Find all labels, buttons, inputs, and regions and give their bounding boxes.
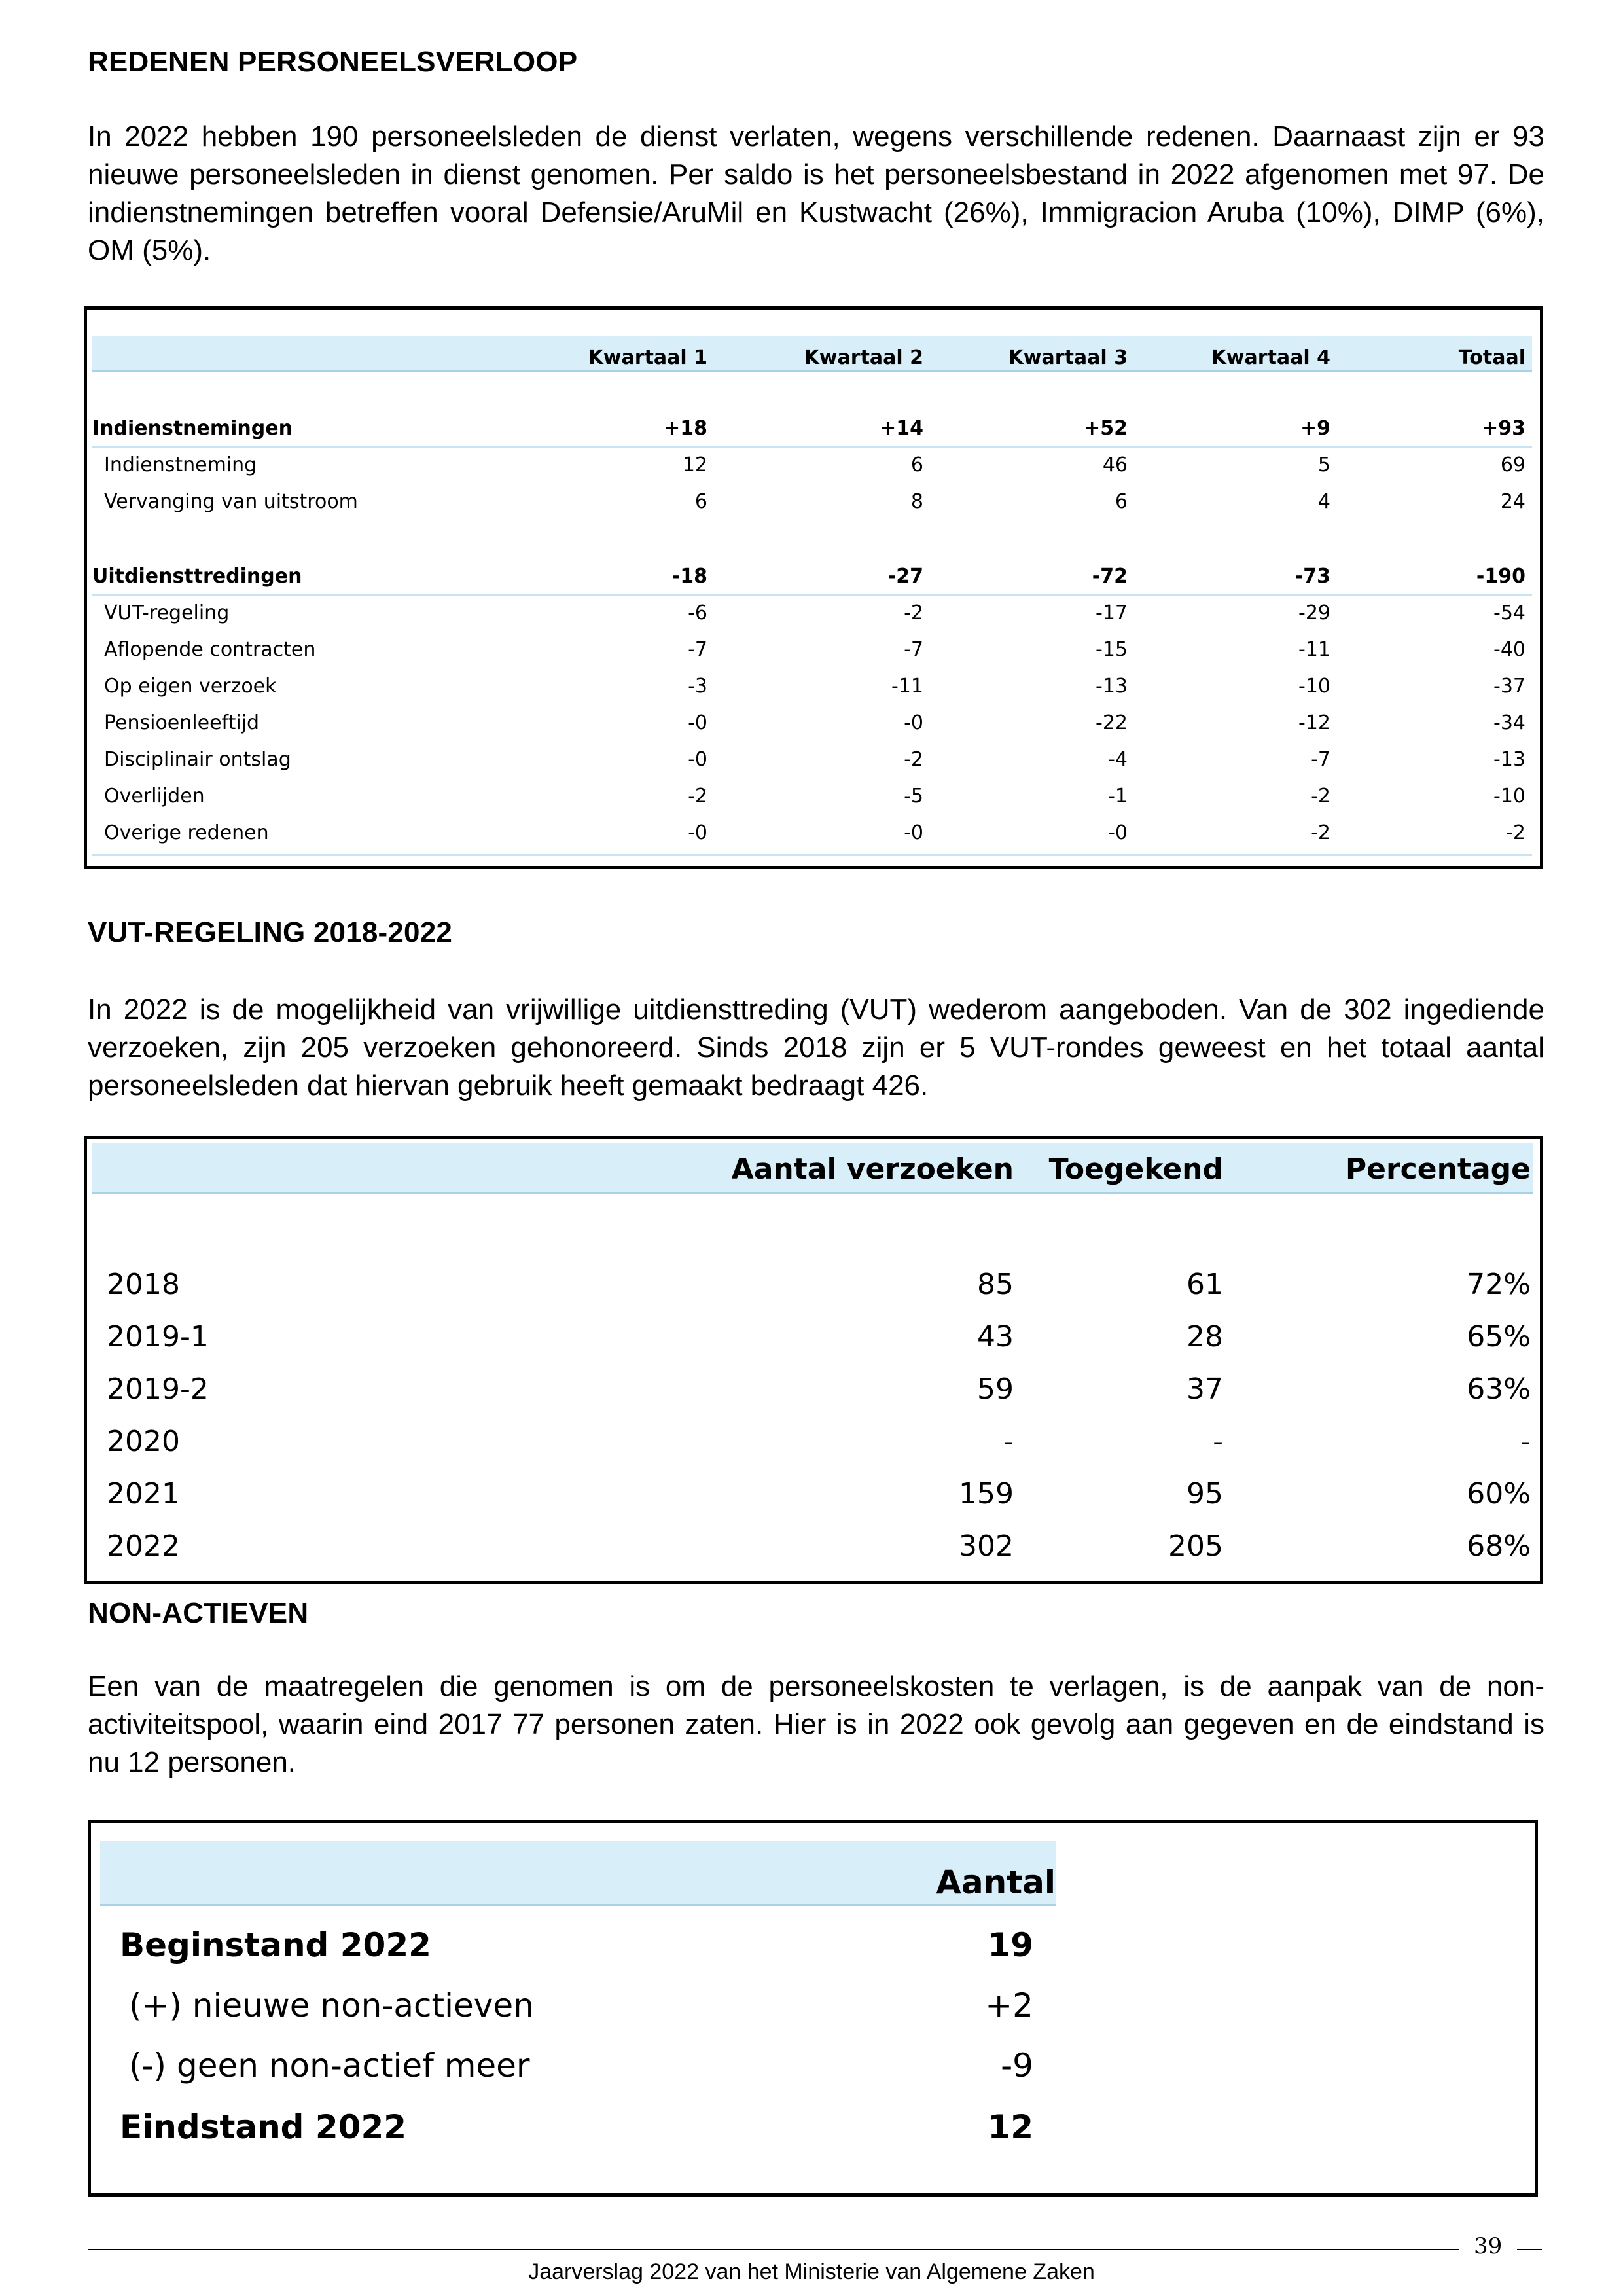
table-cell: -2 (904, 748, 923, 771)
col-header-totaal: Totaal (1458, 346, 1525, 369)
table-cell: -13 (1096, 675, 1128, 698)
row-label: 2020 (107, 1425, 180, 1458)
row-label: Overlijden (104, 785, 205, 808)
row-label: Indienstneming (104, 454, 257, 476)
table-cell: -2 (1311, 785, 1330, 808)
table-cell: -2 (1311, 821, 1330, 844)
table-non-actieven (88, 1820, 1538, 2197)
row-divider (92, 594, 1532, 596)
table-cell: -0 (688, 748, 707, 771)
table-cell: 205 (1168, 1530, 1223, 1563)
row-label: 2021 (107, 1477, 180, 1511)
section-title-personeelsverloop: REDENEN PERSONEELSVERLOOP (88, 46, 578, 78)
row-label: 2019-1 (107, 1320, 209, 1354)
row-label: 2018 (107, 1268, 180, 1301)
table-cell: -34 (1493, 711, 1525, 734)
table-cell: 6 (910, 454, 923, 476)
table-cell: 4 (1317, 490, 1330, 513)
table-cell: -2 (688, 785, 707, 808)
table-personeelsverloop (84, 306, 1543, 869)
paragraph-non-actieven: Een van de maatregelen die genomen is om de personeelskosten te verlagen, is de aanpak van de non-activiteitspool, waarin eind 2017 77 personen zaten. Hier is in 2022 ook gevolg aan gegeven en de eindstand is nu 12 personen. (88, 1670, 1544, 1778)
row-label: Vervanging van uitstroom (104, 490, 358, 513)
table-cell: -11 (1298, 638, 1330, 661)
col-header-kwartaal-2: Kwartaal 2 (804, 346, 923, 369)
page-number: 39 (1474, 2233, 1503, 2259)
table-cell: -2 (904, 601, 923, 624)
section-title-vut-regeling: VUT-REGELING 2018-2022 (88, 916, 453, 948)
footer-text: Jaarverslag 2022 van het Ministerie van Algemene Zaken (528, 2259, 1095, 2284)
table-cell: -40 (1493, 638, 1525, 661)
row-label: (+) nieuwe non-actieven (129, 1986, 534, 2024)
col-header-aantal: Aantal (936, 1863, 1056, 1901)
table-cell: -7 (904, 638, 923, 661)
table-cell: 59 (977, 1372, 1014, 1406)
paragraph-vut-regeling: In 2022 is de mogelijkheid van vrijwillige uitdiensttreding (VUT) wederom aangeboden. Van de 302 ingediende verzoeken, zijn 205 verzoeken gehonoreerd. Sinds 2018 zijn er 5 VUT-rondes geweest en het totaal aantal personeelsleden dat hiervan gebruik heeft gemaakt bedraagt 426. (88, 994, 1544, 1102)
table-cell: -3 (688, 675, 707, 698)
table-cell: 46 (1102, 454, 1128, 476)
table-cell: -18 (671, 565, 707, 588)
table-cell: 12 (988, 2108, 1033, 2146)
row-divider (92, 854, 1532, 856)
table-cell: 95 (1186, 1477, 1223, 1511)
table-cell: -190 (1476, 565, 1525, 588)
table-cell: -15 (1096, 638, 1128, 661)
table-cell: 6 (694, 490, 707, 513)
table-cell: - (1003, 1425, 1014, 1458)
table-cell: 68% (1467, 1530, 1531, 1563)
table-cell: 302 (959, 1530, 1014, 1563)
table-vut-regeling (84, 1136, 1543, 1584)
table-cell: -73 (1294, 565, 1330, 588)
col-header-toegekend: Toegekend (1048, 1153, 1223, 1186)
table-cell: - (1520, 1425, 1531, 1458)
table-cell: +52 (1084, 417, 1128, 440)
table-cell: 8 (910, 490, 923, 513)
table-cell: 72% (1467, 1268, 1531, 1301)
row-label: Op eigen verzoek (104, 675, 277, 698)
table-cell: -0 (904, 711, 923, 734)
row-label: 2022 (107, 1530, 180, 1563)
table-cell: 28 (1186, 1320, 1223, 1354)
row-label: Eindstand 2022 (120, 2108, 407, 2146)
table-cell: 60% (1467, 1477, 1531, 1511)
table-cell: -6 (688, 601, 707, 624)
table-cell: 37 (1186, 1372, 1223, 1406)
row-label: Disciplinair ontslag (104, 748, 291, 771)
group-label: Indienstnemingen (92, 417, 293, 440)
table-cell: -4 (1108, 748, 1128, 771)
table-cell: -17 (1096, 601, 1128, 624)
table-cell: -72 (1092, 565, 1128, 588)
table-cell: 24 (1500, 490, 1525, 513)
table-cell: 5 (1317, 454, 1330, 476)
group-label: Uitdiensttredingen (92, 565, 302, 588)
table-cell: -9 (1001, 2047, 1033, 2085)
table-cell: -22 (1096, 711, 1128, 734)
table-cell: -12 (1298, 711, 1330, 734)
table-cell: -54 (1493, 601, 1525, 624)
table-cell: -1 (1108, 785, 1128, 808)
table-cell: 63% (1467, 1372, 1531, 1406)
table-cell: -27 (887, 565, 923, 588)
table-cell: -0 (1108, 821, 1128, 844)
table-cell: -11 (891, 675, 923, 698)
table-cell: -29 (1298, 601, 1330, 624)
row-label: VUT-regeling (104, 601, 230, 624)
table-cell: -7 (688, 638, 707, 661)
row-label: Beginstand 2022 (120, 1926, 431, 1964)
row-label: (-) geen non-actief meer (129, 2047, 530, 2085)
table-cell: 65% (1467, 1320, 1531, 1354)
table-cell: +2 (985, 1986, 1033, 2024)
table-cell: +18 (664, 417, 707, 440)
table-cell: -0 (688, 711, 707, 734)
table-cell: 85 (977, 1268, 1014, 1301)
row-label: Pensioenleeftijd (104, 711, 260, 734)
footer-rule (88, 2249, 1459, 2250)
table-cell: 19 (988, 1926, 1033, 1964)
table-cell: 61 (1186, 1268, 1223, 1301)
table-cell: 43 (977, 1320, 1014, 1354)
table-cell: 159 (959, 1477, 1014, 1511)
col-header-aantal-verzoeken: Aantal verzoeken (731, 1153, 1014, 1186)
footer-rule-end (1517, 2249, 1542, 2250)
table-cell: -2 (1506, 821, 1525, 844)
paragraph-personeelsverloop: In 2022 hebben 190 personeelsleden de dienst verlaten, wegens verschillende redenen. Daarnaast zijn er 93 nieuwe personeelsleden in dienst genomen. Per saldo is het personeelsbestand in 2022 afgenomen met 97. De indienstnemingen betreffen vooral Defensie/AruMil en Kustwacht (26%), Immigracion Aruba (10%), DIMP (6%), OM (5%). (88, 120, 1544, 266)
row-divider (92, 446, 1532, 448)
table-cell: +9 (1300, 417, 1330, 440)
table-cell: -10 (1493, 785, 1525, 808)
col-header-kwartaal-3: Kwartaal 3 (1008, 346, 1128, 369)
table-cell: +14 (880, 417, 923, 440)
row-label: Overige redenen (104, 821, 269, 844)
table-cell: -10 (1298, 675, 1330, 698)
row-label: 2019-2 (107, 1372, 209, 1406)
table-cell: +93 (1482, 417, 1525, 440)
table-cell: -37 (1493, 675, 1525, 698)
col-header-kwartaal-1: Kwartaal 1 (588, 346, 707, 369)
col-header-kwartaal-4: Kwartaal 4 (1211, 346, 1330, 369)
table-cell: -5 (904, 785, 923, 808)
table-cell: -0 (688, 821, 707, 844)
table-cell: -7 (1311, 748, 1330, 771)
row-label: Aflopende contracten (104, 638, 316, 661)
table-cell: -0 (904, 821, 923, 844)
table-cell: 69 (1500, 454, 1525, 476)
table-cell: 6 (1115, 490, 1128, 513)
section-title-non-actieven: NON-ACTIEVEN (88, 1597, 309, 1629)
table-cell: - (1213, 1425, 1223, 1458)
table-cell: -13 (1493, 748, 1525, 771)
col-header-percentage: Percentage (1345, 1153, 1531, 1186)
table-cell: 12 (682, 454, 707, 476)
